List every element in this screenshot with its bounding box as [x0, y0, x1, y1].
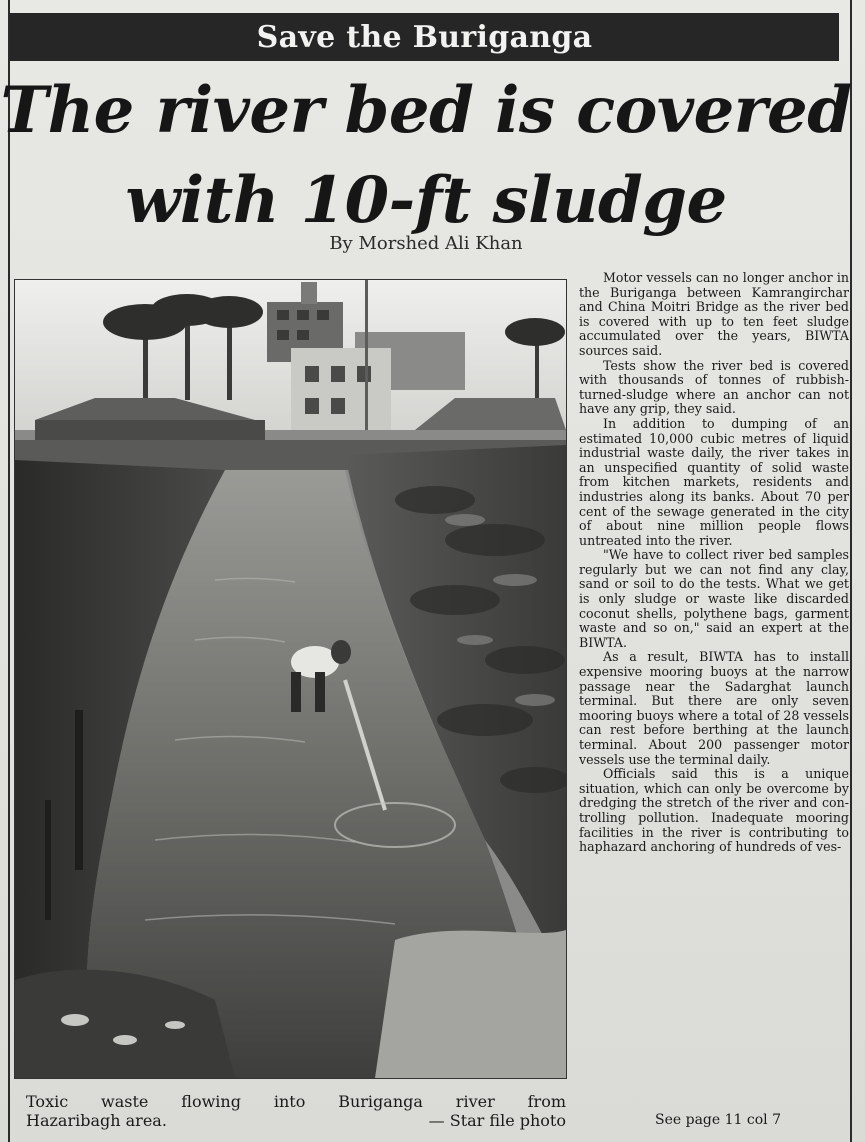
headline-line-1: The river bed is covered: [0, 73, 852, 148]
photo-caption: [26, 1092, 566, 1130]
article-paragraph: Officials said this is a unique situation, which can only be overcome by dredging the stretch of the river and controlling pollution. Inadequate mooring facilities in the river is contributing to haphazard anchoring of hundreds of ves-: [579, 766, 849, 855]
byline: By Morshed Ali Khan: [329, 233, 523, 254]
photo-credit: — Star file photo: [428, 1111, 566, 1130]
continued-jump-line: See page 11 col 7: [655, 1112, 781, 1128]
river-photo: [14, 279, 567, 1079]
article-paragraph: Motor vessels can no longer anchor in the Buriganga between Kamrangirchar and China Moitri Bridge as the river bed is covered with up to ten feet sludge accumulated over the years, BIWTA sources said.: [579, 270, 849, 358]
photo-caption-line-1: Toxic waste flowing into Buriganga river from: [26, 1092, 566, 1111]
article-paragraph: "We have to collect river bed samples regularly but we can not find any clay, sand or soil to do the tests. What we get is only sludge or waste like discarded coconut shells, polythene bags, garment waste and so on," said an expert at the BIWTA.: [579, 547, 849, 650]
section-kicker: Save the Buriganga: [256, 19, 593, 55]
article-paragraph: In addition to dumping of an estimated 10,000 cubic metres of liquid industrial waste daily, the river takes in an unspecified quantity of solid waste from kitchen markets, residents and industries along its banks. About 70 per cent of the sewage generated in the city of about nine million people flows untreated into the river.: [579, 415, 849, 548]
headline-line-2: with 10-ft sludge: [125, 163, 727, 238]
photo-caption-line-2: Hazaribagh area.: [26, 1111, 167, 1130]
section-kicker-bar: [10, 13, 839, 61]
river-photo-illustration: [15, 280, 566, 1078]
headline: [0, 66, 852, 246]
article-paragraph: Tests show the river bed is covered with thousands of tonnes of rubbish-turned-sludge where an anchor can not have any grip, they said.: [579, 357, 849, 417]
article-body: [579, 271, 849, 855]
article-paragraph: As a result, BIWTA has to install expensive mooring buoys at the narrow passage near the Sadarghat launch terminal. But there are only seven mooring buoys where a total of 28 vessels can rest before berthing at the launch terminal. About 200 passenger motor vessels use the terminal daily.: [579, 649, 849, 767]
